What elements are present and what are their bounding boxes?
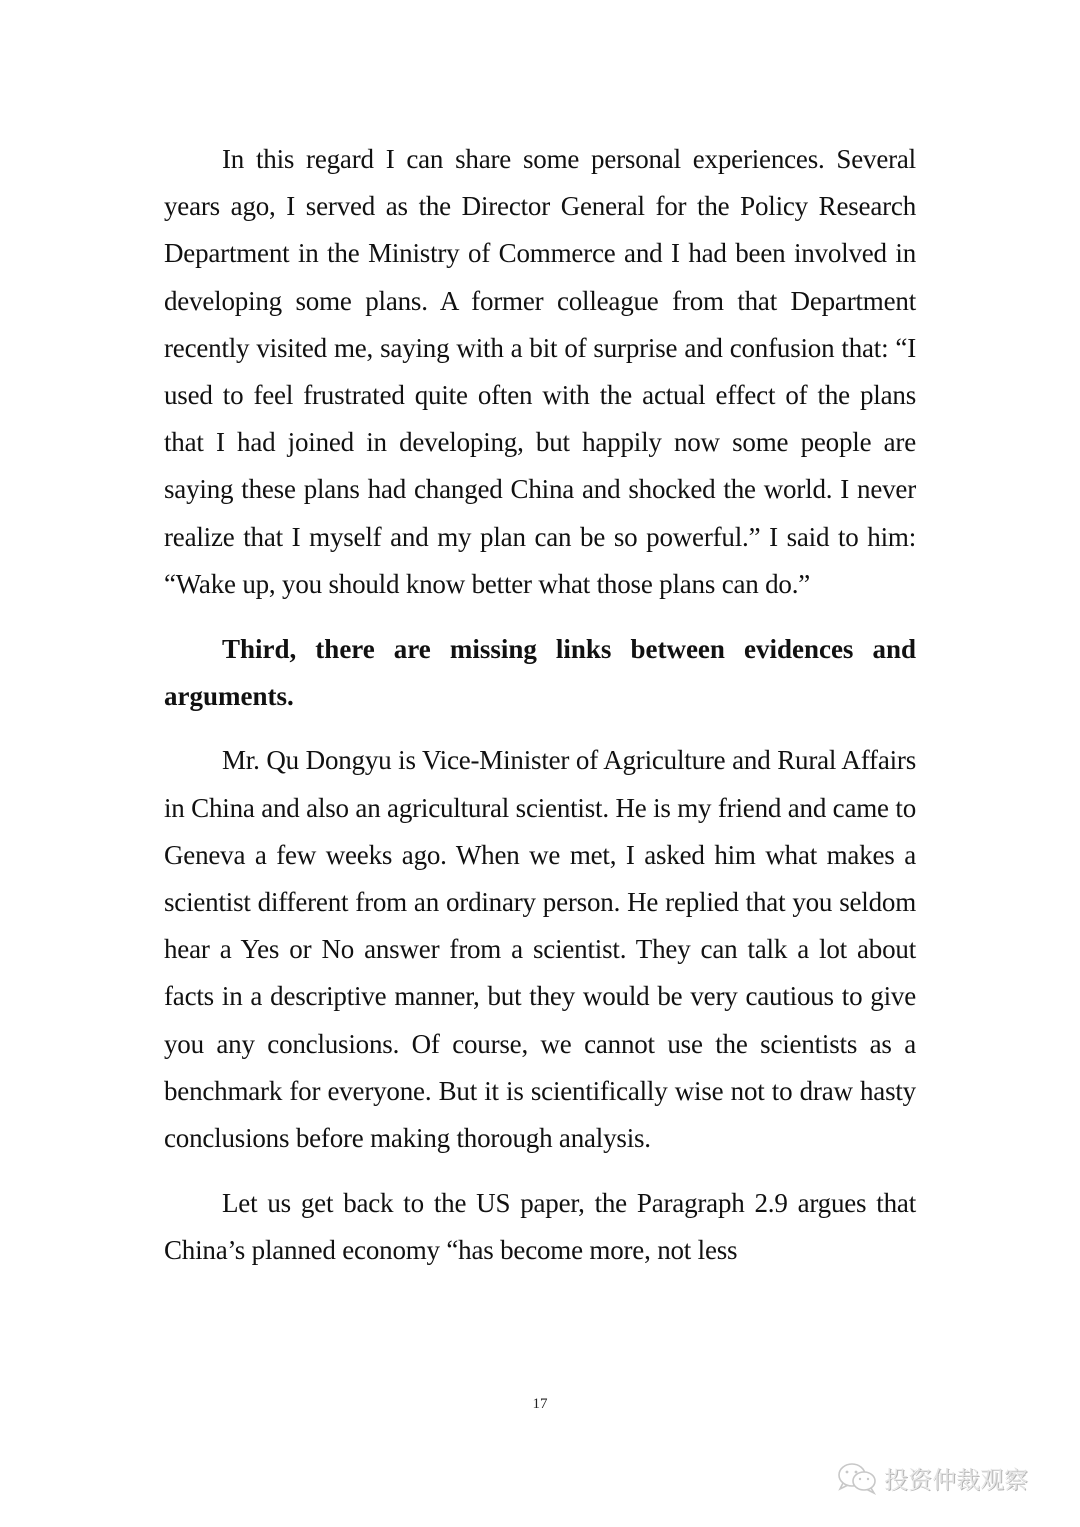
body-paragraph-personal-experiences: In this regard I can share some personal experiences. Several years ago, I served as the Director General for the Policy Research Department in the Ministry of Commerce and I had been involved in developing some plans. A former colleague from that Department recently visited me, saying with a bit of surprise and confusion that: “I used to feel frustrated quite often with the actual effect of the plans that I had joined in developing, but happily now some people are saying these plans had changed China and shocked the world. I never realize that I myself and my plan can be so powerful.” I said to him: “Wake up, you should know better what those plans can do.” [164, 144, 916, 599]
body-paragraph-scientist: Mr. Qu Dongyu is Vice-Minister of Agriculture and Rural Affairs in China and also an agricultural scientist. He is my friend and came to Geneva a few weeks ago. When we met, I asked him what makes a scientist different from an ordinary person. He replied that you seldom hear a Yes or No answer from a scientist. They can talk a lot about facts in a descriptive manner, but they would be very cautious to give you any conclusions. Of course, we cannot use the scientists as a benchmark for everyone. But it is scientifically wise not to draw hasty conclusions before making thorough analysis. [164, 745, 916, 1154]
body-paragraph-us-paper: Let us get back to the US paper, the Paragraph 2.9 argues that China’s planned economy “has become more, not less [164, 1188, 916, 1266]
section-heading-missing-links: Third, there are missing links between evidences and arguments. [164, 634, 916, 712]
page-number: 17 [532, 1396, 548, 1412]
watermark-text: 投资仲裁观察 [884, 1466, 1028, 1494]
wechat-logo-icon [836, 1461, 880, 1495]
document-page [164, 136, 916, 1275]
watermark [836, 1460, 1028, 1495]
